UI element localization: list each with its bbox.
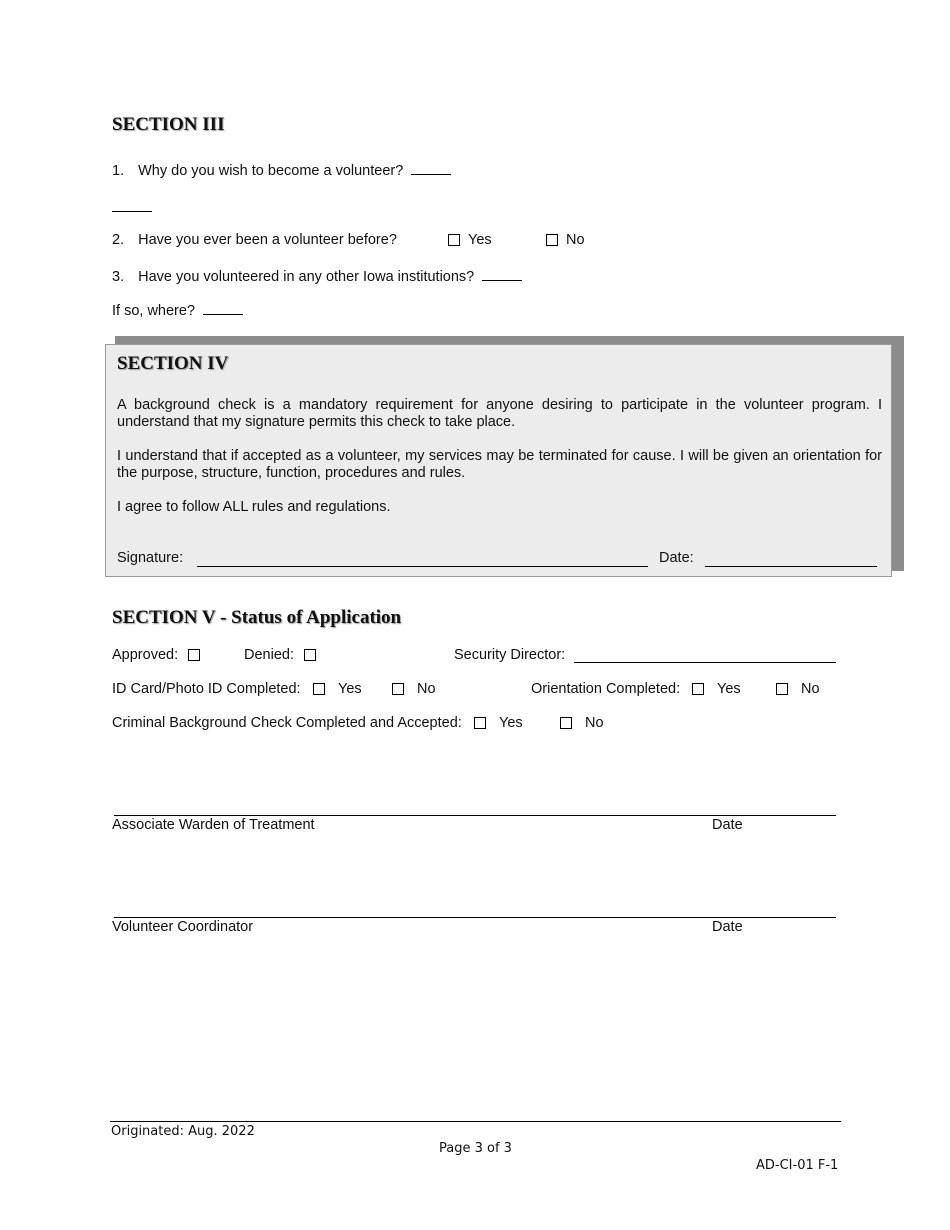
id-card-no-label: No: [417, 681, 436, 697]
date-label: Date:: [659, 550, 694, 566]
question-3-text: Have you volunteered in any other Iowa institutions?: [138, 269, 475, 285]
question-2-no-option[interactable]: [546, 232, 585, 248]
question-2-yes-checkbox[interactable]: [448, 234, 460, 246]
question-3-answer-field[interactable]: [482, 266, 522, 281]
if-so-where-field[interactable]: [203, 300, 243, 315]
signature-label: Signature:: [117, 550, 184, 566]
approved-label: Approved:: [112, 647, 179, 663]
question-1-answer-continuation[interactable]: [112, 211, 152, 212]
volunteer-coordinator-date-label: Date: [712, 919, 743, 935]
form-code: AD-CI-01 F-1: [756, 1158, 839, 1173]
associate-warden-date-label: Date: [712, 817, 743, 833]
criminal-check-no-label: No: [585, 715, 604, 731]
question-2-yes-option[interactable]: [448, 232, 492, 248]
orientation-yes-checkbox[interactable]: [692, 683, 704, 695]
if-so-where-label: If so, where?: [112, 303, 196, 319]
orientation-no-label: No: [801, 681, 820, 697]
associate-warden-signature-line[interactable]: [114, 815, 836, 816]
id-card-yes-option[interactable]: [313, 681, 362, 697]
question-1: [112, 160, 451, 179]
question-2-number: 2.: [112, 232, 125, 248]
rules-agreement-paragraph: I agree to follow ALL rules and regulations.: [117, 499, 391, 515]
orientation-label: Orientation Completed:: [531, 681, 681, 697]
id-card-yes-checkbox[interactable]: [313, 683, 325, 695]
id-card-label: ID Card/Photo ID Completed:: [112, 681, 301, 697]
originated-date: Originated: Aug. 2022: [111, 1124, 255, 1139]
id-card-no-option[interactable]: [392, 681, 436, 697]
question-1-answer-field[interactable]: [411, 160, 451, 175]
question-2-yes-label: Yes: [468, 232, 492, 248]
denied-checkbox[interactable]: [304, 649, 316, 661]
question-3-number: 3.: [112, 269, 125, 285]
orientation-yes-label: Yes: [717, 681, 741, 697]
orientation-no-checkbox[interactable]: [776, 683, 788, 695]
question-3: [112, 266, 522, 285]
question-2-no-label: No: [566, 232, 585, 248]
signature-field[interactable]: [197, 566, 648, 567]
page-number: Page 3 of 3: [439, 1141, 512, 1156]
approved-option[interactable]: [112, 647, 200, 663]
orientation-no-option[interactable]: [776, 681, 820, 697]
signature-date-field[interactable]: [705, 566, 877, 567]
orientation-yes-option[interactable]: [692, 681, 741, 697]
criminal-check-yes-checkbox[interactable]: [474, 717, 486, 729]
question-1-text: Why do you wish to become a volunteer?: [138, 163, 404, 179]
denied-label: Denied:: [244, 647, 294, 663]
footer-divider: [110, 1121, 841, 1122]
section-4-box: [105, 344, 892, 577]
section-5-heading: SECTION V - Status of Application: [112, 607, 402, 628]
section-4-heading: SECTION IV: [117, 353, 229, 374]
volunteer-coordinator-signature-line[interactable]: [114, 917, 836, 918]
criminal-check-yes-option[interactable]: [474, 715, 523, 731]
security-director-field[interactable]: [574, 662, 836, 663]
question-2-no-checkbox[interactable]: [546, 234, 558, 246]
if-so-where: [112, 300, 243, 319]
criminal-check-yes-label: Yes: [499, 715, 523, 731]
approved-checkbox[interactable]: [188, 649, 200, 661]
background-check-paragraph: A background check is a mandatory requirement for anyone desiring to participate in the volunteer program. I understand that my signature permits this check to take place.: [117, 397, 882, 430]
id-card-yes-label: Yes: [338, 681, 362, 697]
question-2: [112, 232, 397, 248]
security-director-label: Security Director:: [454, 647, 566, 663]
criminal-check-no-option[interactable]: [560, 715, 604, 731]
section-3-heading: SECTION III: [112, 114, 225, 135]
termination-paragraph: I understand that if accepted as a volunteer, my services may be terminated for cause. I will be given an orientation for the purpose, structure, function, procedures and rules.: [117, 448, 882, 481]
volunteer-coordinator-label: Volunteer Coordinator: [112, 919, 254, 935]
question-2-text: Have you ever been a volunteer before?: [138, 232, 397, 248]
criminal-check-no-checkbox[interactable]: [560, 717, 572, 729]
denied-option[interactable]: [244, 647, 316, 663]
associate-warden-label: Associate Warden of Treatment: [112, 817, 315, 833]
question-1-number: 1.: [112, 163, 125, 179]
id-card-no-checkbox[interactable]: [392, 683, 404, 695]
criminal-check-label: Criminal Background Check Completed and Accepted:: [112, 715, 462, 731]
